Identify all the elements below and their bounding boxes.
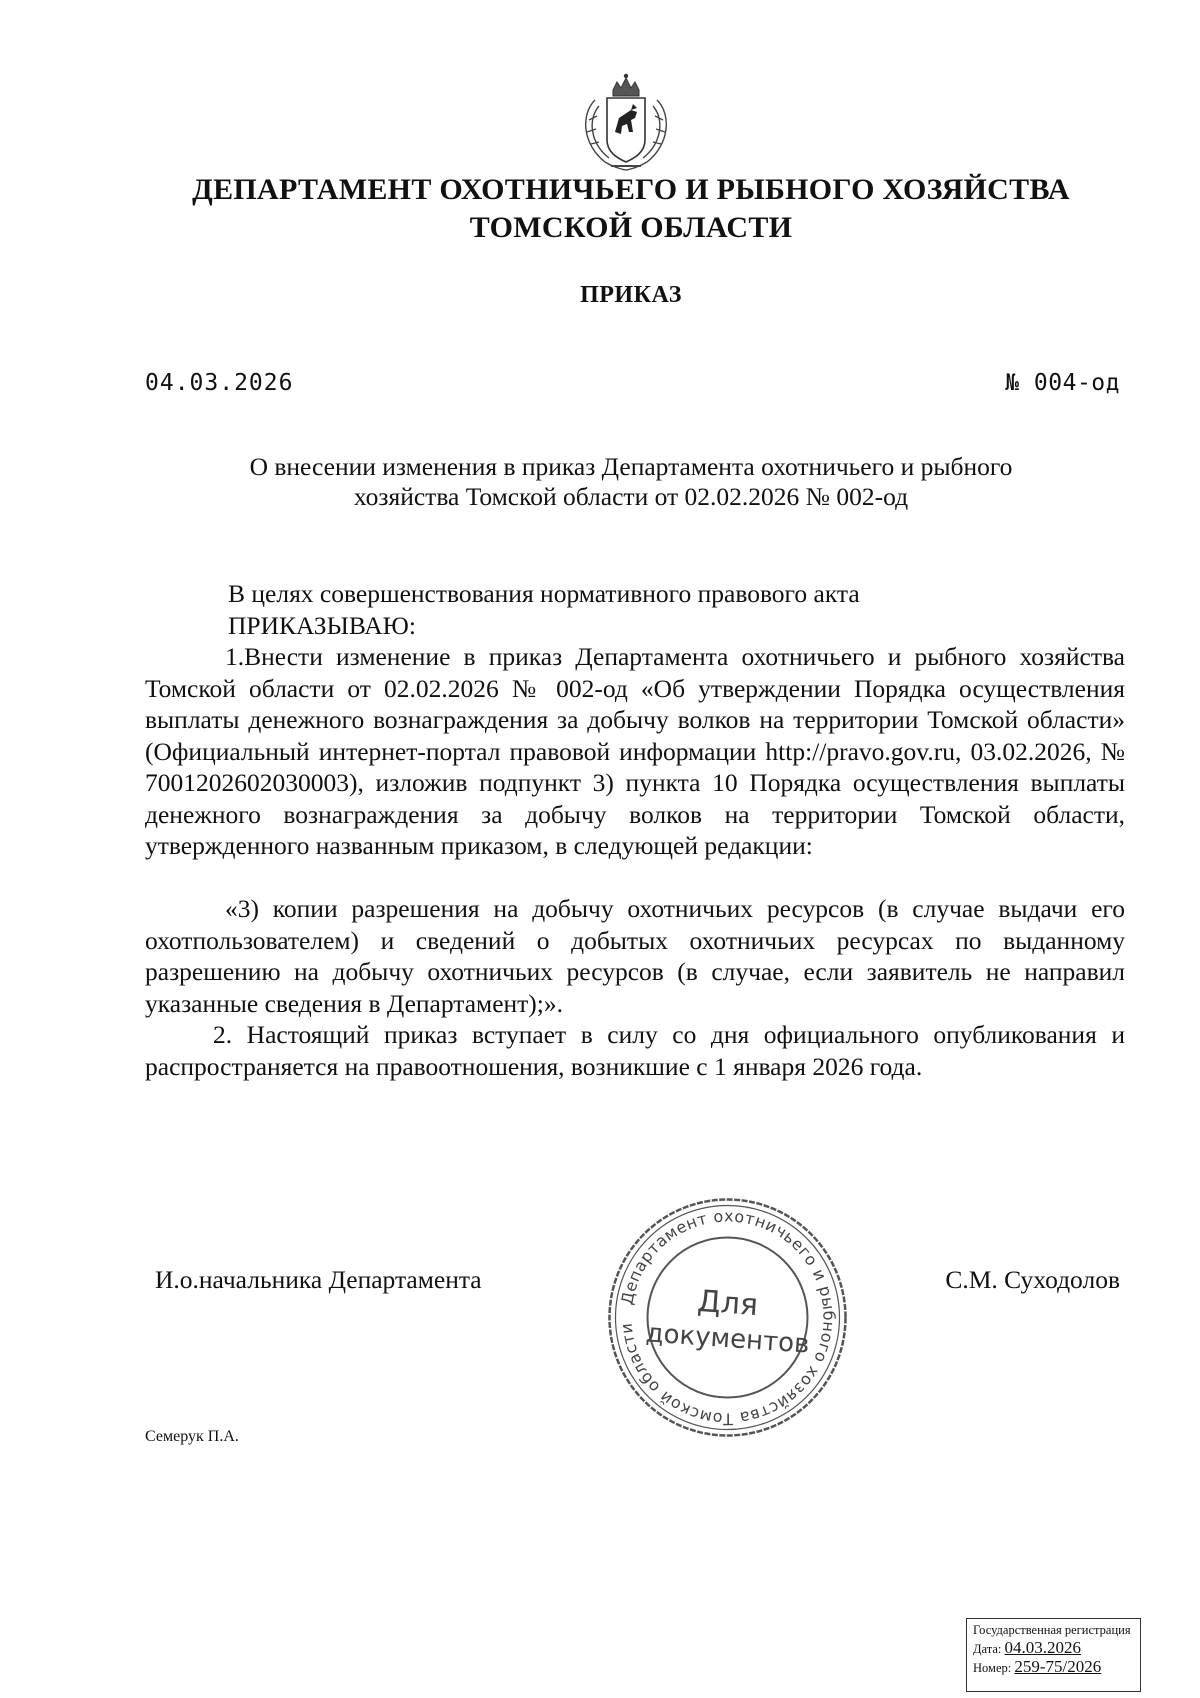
order-word: ПРИКАЗЫВАЮ: (228, 611, 416, 640)
official-stamp (605, 1195, 850, 1440)
intro-paragraph: В целях совершенствования нормативного правового акта (228, 579, 860, 608)
document-type: ПРИКАЗ (580, 282, 682, 308)
subject-line2: хозяйства Томской области от 02.02.2026 № 002-од (353, 482, 909, 511)
signatory-position: И.о.начальника Департамента (155, 1265, 482, 1294)
order-item-1 (145, 641, 1125, 862)
order-item-2 (145, 1019, 1125, 1082)
stamp-ring-text: Департамент охотничьего и рыбного хозяйства Томской области (616, 1206, 839, 1429)
registration-box (966, 1618, 1141, 1692)
coat-of-arms-icon (575, 70, 677, 174)
registration-title: Государственная регистрация (973, 1623, 1131, 1637)
stamp-center-line2: документов (644, 1318, 811, 1360)
registration-date-value: 04.03.2026 (1004, 1638, 1082, 1657)
registration-number (973, 1658, 1134, 1677)
department-name-line2: ТОМСКОЙ ОБЛАСТИ (469, 211, 793, 244)
subject-line1: О внесении изменения в приказ Департамента охотничьего и рыбного (249, 452, 1013, 481)
registration-number-value: 259-75/2026 (1014, 1657, 1102, 1676)
stamp-center-line1: Для (696, 1283, 760, 1324)
quoted-amendment (145, 893, 1125, 1019)
document-number: № 004-од (1005, 370, 1120, 396)
executor-name: Семерук П.А. (145, 1428, 239, 1445)
order-item-1-text: 1.Внести изменение в приказ Департамента охотничьего и рыбного хозяйства Томской области от 02.02.2026 № 002-од «Об утверждении Порядка осуществления выплаты денежного вознаграждения за добычу волков на территории Томской области» (Официальный интернет-портал правовой информации http://pravo.gov.ru, 03.02.2026, № 7001202602030003), изложив подпункт 3) пункта 10 Порядка осуществления выплаты денежного вознаграждения за добычу волков на территории Томской области, утвержденного названным приказом, в следующей редакции: (145, 642, 1125, 860)
document-subject (200, 452, 1062, 512)
quoted-amendment-text: «3) копии разрешения на добычу охотничьих ресурсов (в случае выдачи его охотпользователем) и сведений о добытых охотничьих ресурсах по выданному разрешению на добычу охотничьих ресурсов (в случае, если заявитель не направил указанные сведения в Департамент);». (145, 894, 1125, 1018)
department-name-line1: ДЕПАРТАМЕНТ ОХОТНИЧЬЕГО И РЫБНОГО ХОЗЯЙСТВА (192, 173, 1070, 206)
registration-date (973, 1639, 1134, 1658)
document-date: 04.03.2026 (145, 370, 294, 396)
registration-number-label: Номер: (973, 1661, 1012, 1675)
registration-date-label: Дата: (973, 1642, 1002, 1656)
order-item-2-text: 2. Настоящий приказ вступает в силу со дня официального опубликования и распространяется на правоотношения, возникшие с 1 января 2026 года. (145, 1020, 1125, 1081)
signatory-name: С.М. Суходолов (945, 1265, 1120, 1294)
